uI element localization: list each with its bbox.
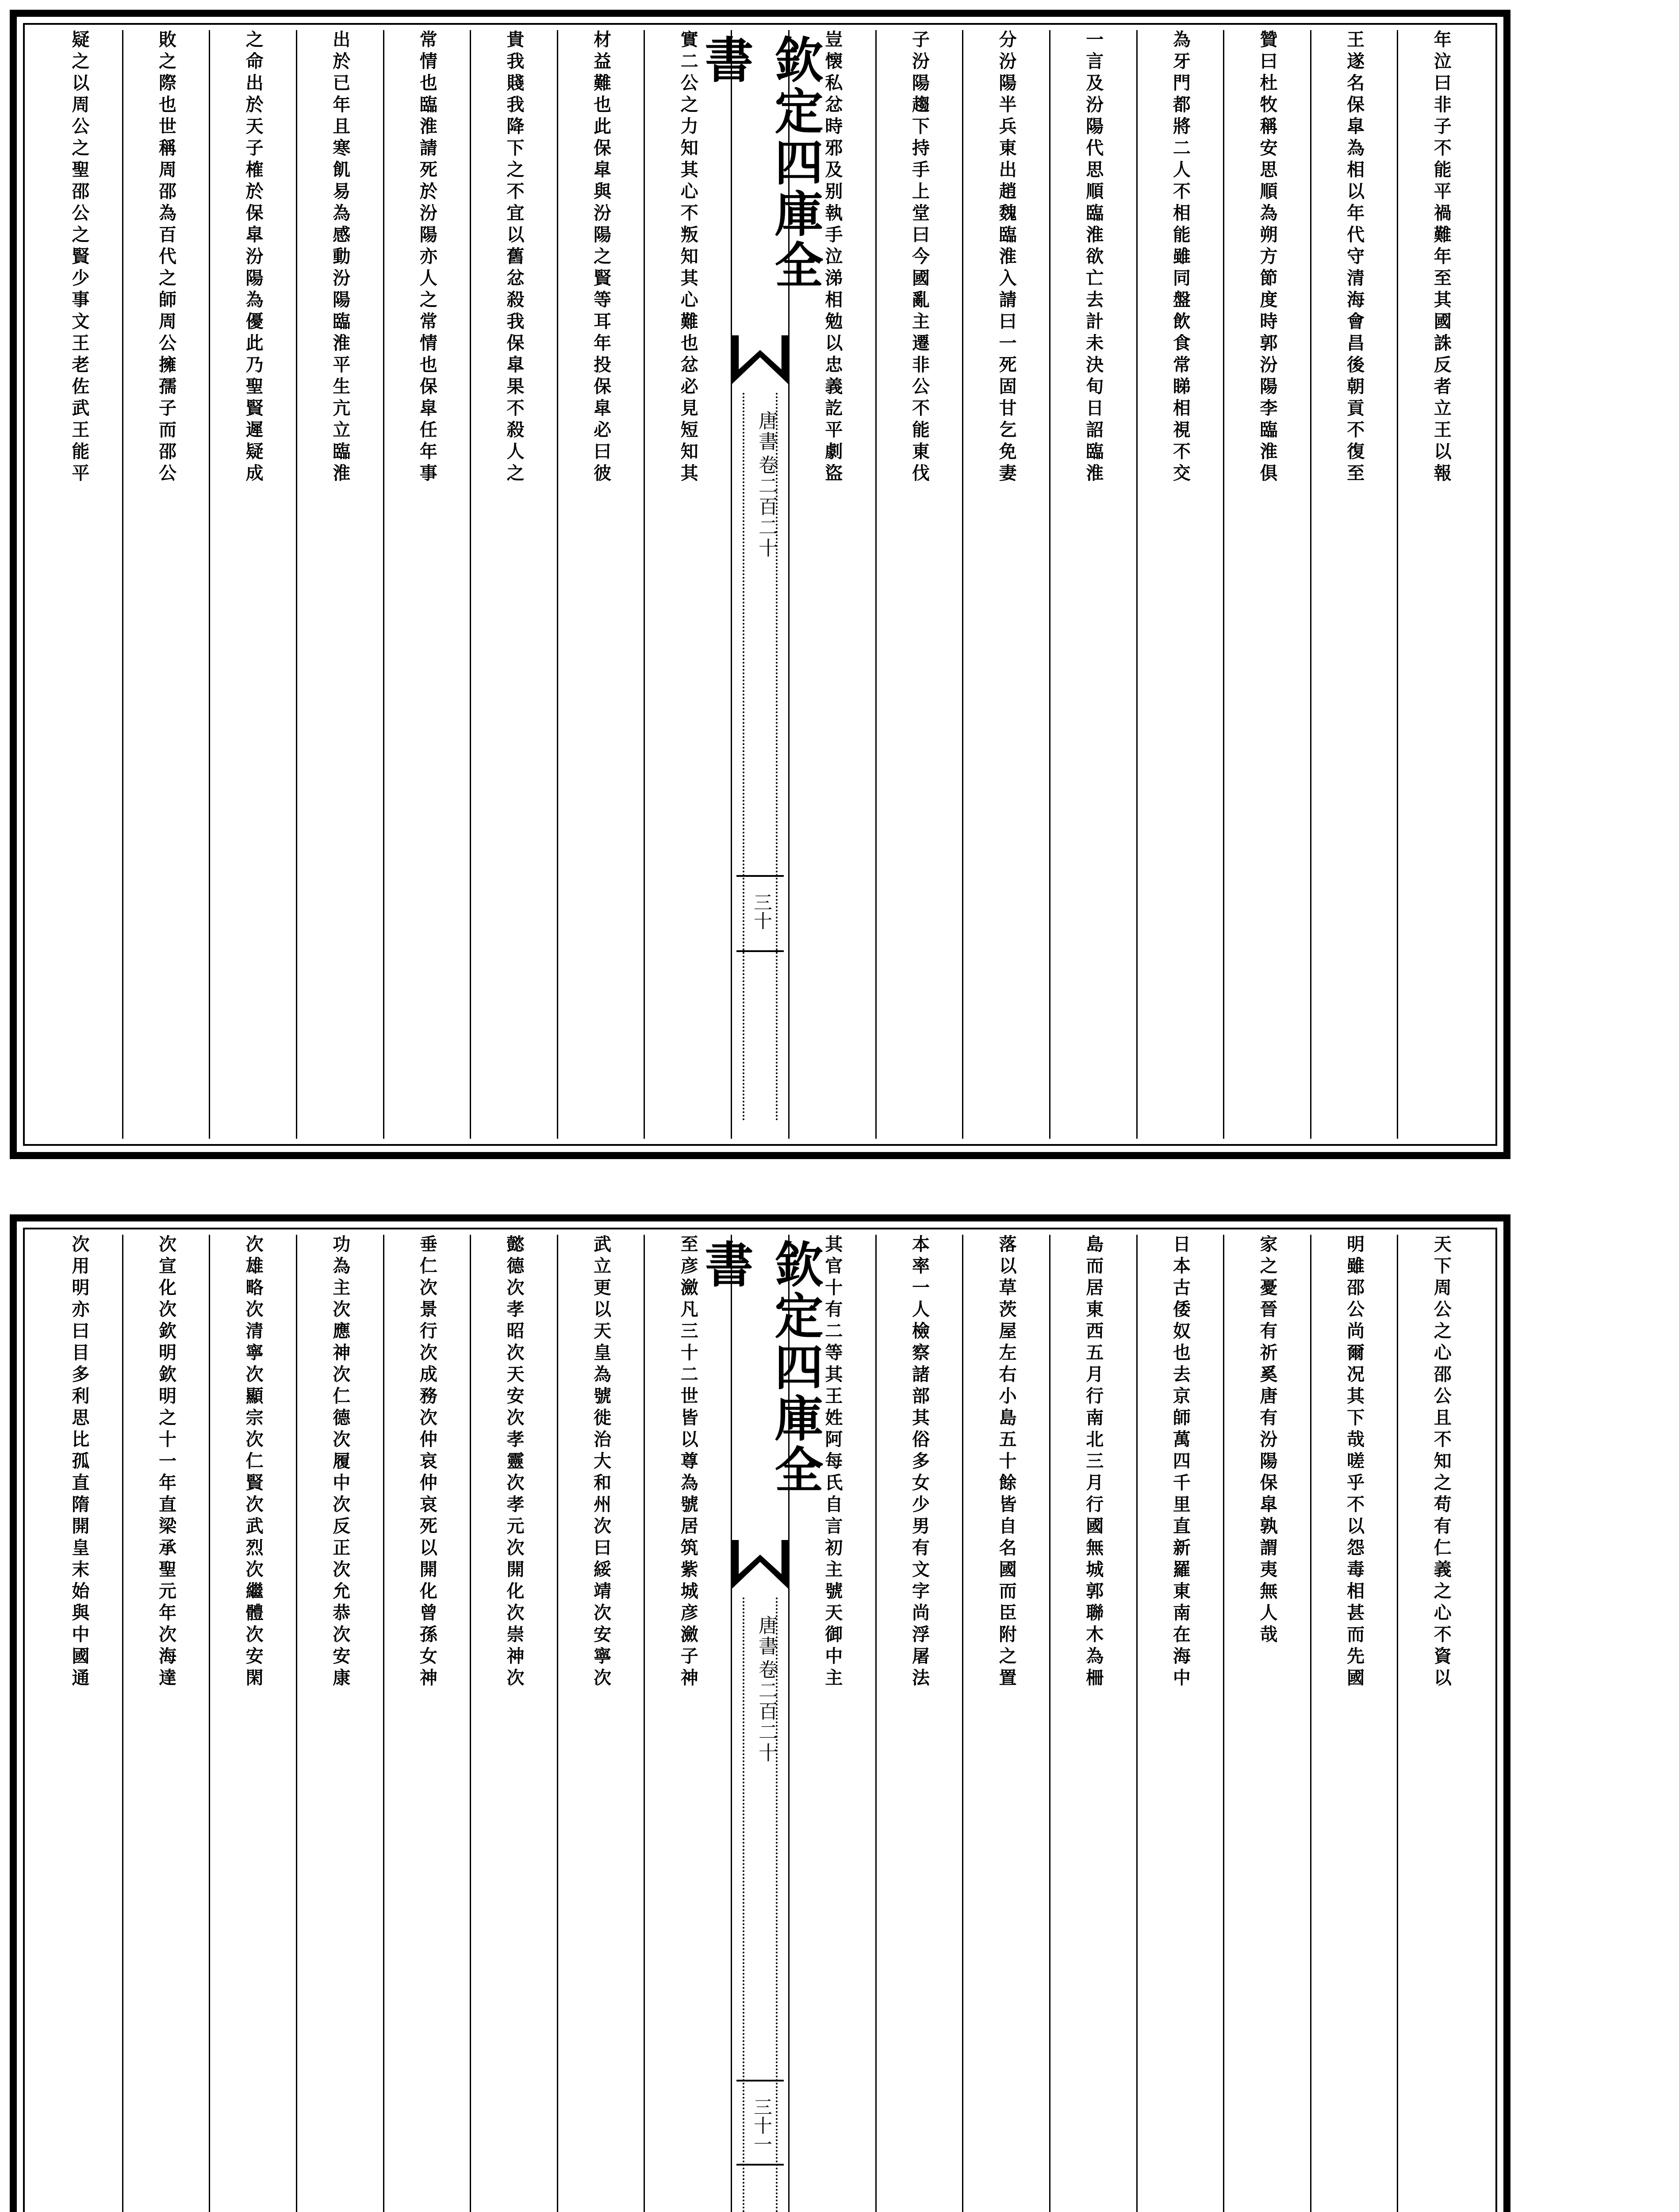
volume-book: 唐書 <box>755 411 778 452</box>
fishtail-mark-icon <box>732 335 788 384</box>
text-column <box>875 1235 962 2212</box>
text-column <box>296 1235 383 2212</box>
column-text: 贊曰杜牧稱安思順為朔方節度時郭汾陽李臨淮俱 <box>1257 30 1278 485</box>
text-column <box>1397 1235 1484 2212</box>
column-text: 至彦瀲凡三十二世皆以尊為號居筑紫城彦瀲子神 <box>678 1235 699 1690</box>
column-text: 實二公之力知其心不叛知其心難也忿必見短知其 <box>678 30 699 485</box>
folio-rule <box>736 950 784 952</box>
text-column <box>1223 1235 1310 2212</box>
column-text: 明雖邵公尚爾况其下哉嗟乎不以怨毒相甚而先國 <box>1344 1235 1365 1690</box>
text-column <box>122 30 209 1139</box>
text-column <box>557 1235 644 2212</box>
column-text: 次用明亦曰目多利思比孤直隋開皇末始與中國通 <box>69 1235 90 1690</box>
column-text: 一言及汾陽代思順臨淮欲亡去計未決旬日詔臨淮 <box>1083 30 1104 485</box>
text-column <box>122 1235 209 2212</box>
column-text: 家之憂晉有祈奚唐有汾陽保皐孰謂夷無人哉 <box>1257 1235 1278 1647</box>
bottom-page-frame <box>10 1214 1510 2212</box>
column-text: 貴我賤我降下之不宜以舊忿殺我保皐果不殺人之 <box>503 30 525 485</box>
column-text: 子汾陽趨下持手上堂曰今國亂主遷非公不能東伐 <box>909 30 930 485</box>
column-text: 出於已年且寒飢易為感動汾陽臨淮平生亢立臨淮 <box>330 30 351 485</box>
text-column <box>557 30 644 1139</box>
folio-number: 三十 <box>751 893 773 930</box>
column-text: 其官十有二等其王姓阿每氏自言初主號天御中主 <box>822 1235 843 1690</box>
top-page-frame <box>10 10 1510 1159</box>
text-column <box>1136 30 1223 1139</box>
column-text: 為牙門都將二人不相能雖同盤飲食常睇相視不交 <box>1170 30 1191 485</box>
text-column <box>875 30 962 1139</box>
text-column <box>383 1235 470 2212</box>
column-text: 次雄略次清寧次顯宗次仁賢次武烈次繼體次安閑 <box>243 1235 264 1690</box>
text-column <box>962 30 1049 1139</box>
center-gutter <box>697 30 824 1139</box>
column-text: 疑之以周公之聖邵公之賢少事文王老佐武王能平 <box>69 30 90 485</box>
column-text: 功為主次應神次仁德次履中次反正次允恭次安康 <box>330 1235 351 1690</box>
book-title: 欽定四庫全書 <box>697 35 824 291</box>
text-column <box>470 1235 557 2212</box>
folio-rule <box>736 2164 784 2166</box>
column-text: 次宣化次欽明欽明之十一年直梁承聖元年次海達 <box>156 1235 177 1690</box>
column-text: 懿德次孝昭次天安次孝靈次孝元次開化次崇神次 <box>503 1235 525 1690</box>
column-text: 豈懐私忿時邪及别執手泣涕相勉以忠義訖平劇盜 <box>822 30 843 485</box>
folio-rule <box>736 2080 784 2081</box>
column-text: 本率一人檢察諸部其俗多女少男有文字尚浮屠法 <box>909 1235 930 1690</box>
text-column <box>209 30 296 1139</box>
text-column <box>36 1235 122 2212</box>
column-text: 落以草茨屋左右小島五十餘皆自名國而臣附之置 <box>996 1235 1017 1690</box>
volume-book: 唐書 <box>755 1615 778 1657</box>
text-column <box>470 30 557 1139</box>
text-column <box>1397 30 1484 1139</box>
text-column <box>36 30 122 1139</box>
bottom-columns <box>36 1235 1484 2212</box>
center-gutter <box>697 1235 824 2212</box>
text-column <box>1049 1235 1136 2212</box>
text-column <box>962 1235 1049 2212</box>
column-text: 之命出於天子榷於保皐汾陽為優此乃聖賢遲疑成 <box>243 30 264 485</box>
volume-label <box>740 411 780 559</box>
top-columns <box>36 30 1484 1139</box>
text-column <box>1049 30 1136 1139</box>
column-text: 常情也臨淮請死於汾陽亦人之常情也保皐任年事 <box>417 30 438 485</box>
text-column <box>1136 1235 1223 2212</box>
text-column <box>209 1235 296 2212</box>
volume-chapter: 卷二百二十 <box>755 1659 778 1763</box>
text-column <box>1310 1235 1397 2212</box>
column-text: 王遂名保皐為相以年代守清海會昌後朝貢不復至 <box>1344 30 1365 485</box>
fishtail-mark-icon <box>732 1540 788 1589</box>
volume-label <box>740 1615 780 1763</box>
column-text: 年泣曰非子不能平禍難年至其國誅反者立王以報 <box>1431 30 1452 485</box>
column-text: 敗之際也世稱周邵為百代之師周公擁孺子而邵公 <box>156 30 177 485</box>
column-text: 垂仁次景行次成務次仲哀仲哀死以開化曾孫女神 <box>417 1235 438 1690</box>
column-text: 島而居東西五月行南北三月行國無城郭聯木為柵 <box>1083 1235 1104 1690</box>
column-text: 天下周公之心邵公且不知之苟有仁義之心不資以 <box>1431 1235 1452 1690</box>
column-text: 分汾陽半兵東出趙魏臨淮入請曰一死固甘乞免妻 <box>996 30 1017 485</box>
column-text: 材益難也此保皐與汾陽之賢等耳年投保皐必曰彼 <box>590 30 612 485</box>
column-text: 日本古倭奴也去京師萬四千里直新羅東南在海中 <box>1170 1235 1191 1690</box>
text-column <box>296 30 383 1139</box>
volume-chapter: 卷二百二十 <box>755 455 778 559</box>
folio-number: 三十一 <box>751 2097 773 2153</box>
book-title: 欽定四庫全書 <box>697 1239 824 1496</box>
text-column <box>1223 30 1310 1139</box>
text-column <box>1310 30 1397 1139</box>
text-column <box>383 30 470 1139</box>
folio-rule <box>736 875 784 877</box>
column-text: 武立更以天皇為號徙治大和州次曰綏靖次安寧次 <box>590 1235 612 1690</box>
